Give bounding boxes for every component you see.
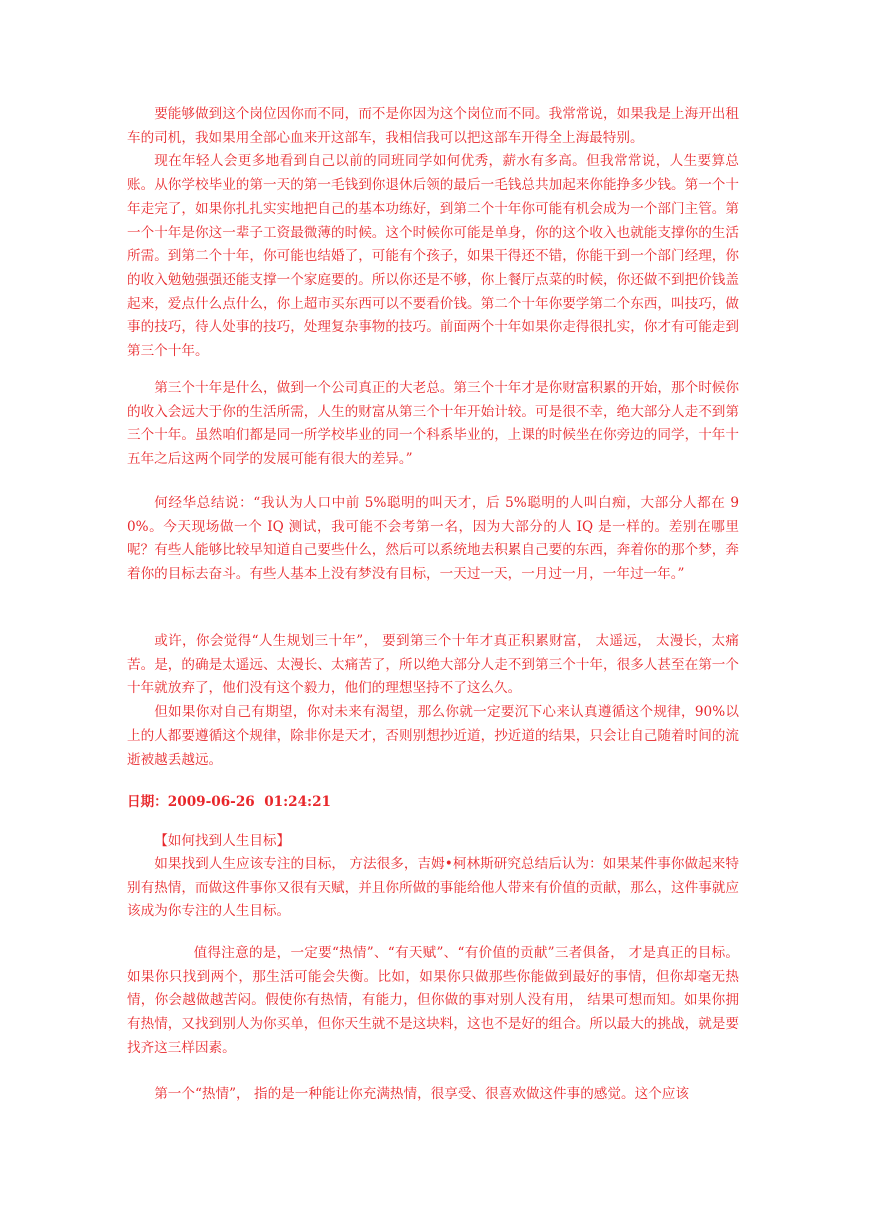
text-section-intro (127, 103, 739, 364)
paragraph-expectation: 但如果你对自己有期望，你对未来有渴望，那么你就一定要沉下心来认真遵循这个规律，90%以上的人都要遵循这个规律，除非你是天才，否则别想抄近道，抄近道的结果，只会让自己随着时间的流逝被越丢越远。 (127, 704, 739, 768)
section-heading: 【如何找到人生目标】 (154, 833, 291, 849)
text-section-third-decade (127, 377, 739, 472)
post-date: 日期：2009-06-26 01:24:21 (127, 794, 331, 810)
text-section-goal (127, 853, 739, 924)
paragraph-career-decades: 现在年轻人会更多地看到自己以前的同班同学如何优秀，薪水有多高。但我常常说，人生要算总账。从你学校毕业的第一天的第一毛钱到你退休后领的最后一毛钱总共加起来你能挣多少钱。第一个十年走完了，如果你扎扎实实地把自己的基本功练好，到第二个十年你可能有机会成为一个部门主管。第一个十年是你这一辈子工资最微薄的时候。这个时候你可能是单身，你的这个收入也就能支撑你的生活所需。到第二个十年，你可能也结婚了，可能有个孩子，如果干得还不错，你能干到一个部门经理，你的收入勉勉强强还能支撑一个家庭要的。所以你还是不够，你上餐厅点菜的时候，你还做不到把价钱盖起来，爱点什么点什么，你上超市买东西可以不要看价钱。第二个十年你要学第二个东西，叫技巧，做事的技巧，待人处事的技巧，处理复杂事物的技巧。前面两个十年如果你走得很扎实，你才有可能走到第三个十年。 (127, 153, 739, 360)
paragraph-perhaps: 或许，你会觉得“人生规划三十年”， 要到第三个十年才真正积累财富， 太遥远， 太漫长，太痛苦。是，的确是太遥远、太漫长、太痛苦了，所以绝大部分人走不到第三个十年，很多人甚至在第一个十年就放弃了，他们没有这个毅力，他们的理想坚持不了这么久。 (127, 633, 739, 697)
paragraph-goal: 如果找到人生应该专注的目标， 方法很多，吉姆•柯林斯研究总结后认为：如果某件事你做起来特别有热情，而做这件事你又很有天赋，并且你所做的事能给他人带来有价值的贡献，那么，这件事就应该成为你专注的人生目标。 (127, 856, 739, 920)
paragraph-taxi: 要能够做到这个岗位因你而不同，而不是你因为这个岗位而不同。我常常说，如果我是上海开出租车的司机，我如果用全部心血来开这部车，我相信我可以把这部车开得全上海最特别。 (127, 106, 739, 146)
text-section-passion (127, 1083, 739, 1107)
paragraph-third-decade: 第三个十年是什么，做到一个公司真正的大老总。第三个十年才是你财富积累的开始，那个时候你的收入会远大于你的生活所需，人生的财富从第三个十年开始计较。可是很不幸，绝大部分人走不到第三个十年。虽然咱们都是同一所学校毕业的同一个科系毕业的，上课的时候坐在你旁边的同学，十年十五年之后这两个同学的发展可能有很大的差异。” (127, 380, 739, 468)
text-section-perhaps (127, 630, 739, 772)
text-section-summary (127, 492, 739, 587)
text-section-attention (127, 942, 739, 1061)
paragraph-passion: 第一个“热情”， 指的是一种能让你充满热情，很享受、很喜欢做这件事的感觉。这个应该 (154, 1086, 689, 1102)
paragraph-summary: 何经华总结说：“我认为人口中前 5%聪明的叫天才，后 5%聪明的人叫白痴，大部分人都在 90%。今天现场做一个 IQ 测试，我可能不会考第一名，因为大部分的人 IQ 是一样的。差别在哪里呢？有些人能够比较早知道自己要些什么，然后可以系统地去积累自己要的东西，奔着你的那个梦，奔着你的目标去奋斗。有些人基本上没有梦没有目标，一天过一天，一月过一月，一年过一年。” (127, 495, 739, 583)
paragraph-attention: 值得注意的是，一定要“热情”、“有天赋”、“有价值的贡献”三者俱备， 才是真正的目标。如果你只找到两个，那生活可能会失衡。比如，如果你只做那些你能做到最好的事情，但你却毫无热情，你会越做越苦闷。假使你有热情，有能力，但你做的事对别人没有用， 结果可想而知。如果你拥有热情，又找到别人为你买单，但你天生就不是这块料，这也不是好的组合。所以最大的挑战，就是要找齐这三样因素。 (127, 945, 739, 1056)
